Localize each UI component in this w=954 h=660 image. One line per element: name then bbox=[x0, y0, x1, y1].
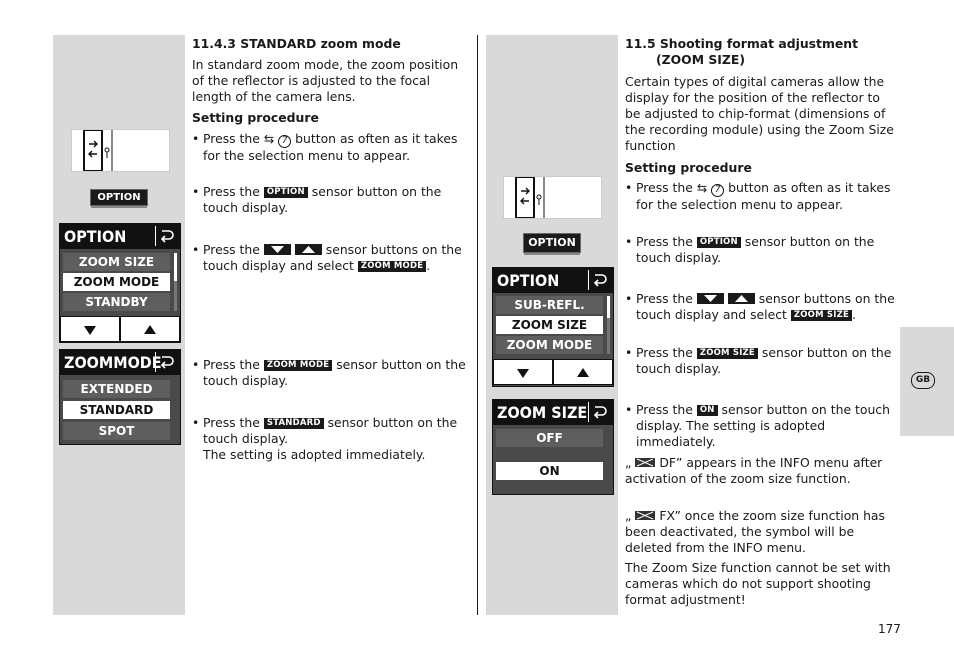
up-arrow-icon bbox=[577, 367, 589, 379]
setting-procedure-label: Setting procedure bbox=[192, 110, 319, 125]
step-1: • Press the ⇆ 7 button as often as it takes for the selection menu to appear. bbox=[636, 180, 898, 213]
step-3: • Press the sensor buttons on the touch display and select ZOOM SIZE . bbox=[636, 291, 898, 323]
zoom-frame-icon bbox=[635, 458, 655, 467]
section-heading: 11.5 Shooting format adjustment bbox=[625, 36, 859, 51]
up-arrow-button[interactable] bbox=[120, 316, 180, 342]
flash-unit-illustration bbox=[71, 129, 170, 172]
on-button-label: ON bbox=[697, 405, 718, 416]
note-df: „ DF” appears in the INFO menu after activation of the zoom size function. bbox=[625, 455, 883, 486]
language-badge: GB bbox=[911, 372, 935, 389]
menu-item-zoom-mode[interactable]: ZOOM MODE bbox=[496, 336, 603, 354]
back-icon[interactable] bbox=[588, 270, 609, 290]
setting-procedure-label: Setting procedure bbox=[625, 160, 752, 175]
step-3: • Press the sensor buttons on the touch display and select ZOOM MODE . bbox=[203, 242, 473, 274]
zoom-size-button-label: ZOOM SIZE bbox=[791, 310, 852, 321]
zoom-size-button-label: ZOOM SIZE bbox=[697, 348, 758, 359]
option-sensor-button[interactable]: OPTION bbox=[523, 233, 581, 253]
option-sensor-button[interactable]: OPTION bbox=[90, 189, 148, 206]
option-button-label: OPTION bbox=[264, 187, 308, 198]
down-arrow-button[interactable] bbox=[60, 316, 120, 342]
zoom-mode-screen bbox=[59, 349, 181, 445]
screen-title: ZOOMMODE bbox=[60, 350, 180, 375]
flash-button-icon bbox=[504, 177, 601, 218]
menu-item-on[interactable]: ON bbox=[496, 462, 603, 480]
intro-paragraph: Certain types of digital cameras allow the display for the position of the reflector to be adjusted to chip-format (dimensions of the recording module) using the Zoom Size function bbox=[625, 74, 894, 153]
page-number: 177 bbox=[878, 622, 901, 636]
step-5: • Press the ON sensor button on the touch display. The setting is adopted immediately. bbox=[636, 402, 898, 450]
menu-item-standard[interactable]: STANDARD bbox=[63, 401, 170, 419]
down-arrow-icon bbox=[264, 244, 291, 255]
step-1: • Press the ⇆ 7 button as often as it takes for the selection menu to appear. bbox=[203, 131, 473, 164]
step-4: • Press the ZOOM MODE sensor button on the touch display. bbox=[203, 357, 473, 389]
note-unsupported: The Zoom Size function cannot be set with cameras which do not support shooting format adjustment! bbox=[625, 560, 891, 607]
column-divider bbox=[477, 35, 478, 615]
menu-item-spot[interactable]: SPOT bbox=[63, 422, 170, 440]
section-heading: 11.4.3 STANDARD zoom mode bbox=[192, 36, 401, 51]
down-arrow-icon bbox=[697, 293, 724, 304]
back-icon[interactable] bbox=[155, 226, 176, 246]
down-arrow-icon bbox=[517, 367, 529, 379]
swap-arrows-icon: ⇆ bbox=[263, 131, 275, 146]
step-2: • Press the OPTION sensor button on the touch display. bbox=[203, 184, 473, 216]
circled-number: 7 bbox=[278, 135, 291, 148]
intro-paragraph: In standard zoom mode, the zoom position of the reflector is adjusted to the focal length of the camera lens. bbox=[192, 57, 459, 104]
flash-button-icon bbox=[72, 130, 169, 171]
up-arrow-icon bbox=[295, 244, 322, 255]
menu-item-zoom-size[interactable]: ZOOM SIZE bbox=[63, 253, 170, 271]
screen-title: OPTION bbox=[493, 268, 613, 293]
up-arrow-icon bbox=[144, 324, 156, 336]
flash-unit-illustration bbox=[503, 176, 602, 219]
menu-item-extended[interactable]: EXTENDED bbox=[63, 380, 170, 398]
zoom-frame-icon bbox=[635, 511, 655, 520]
down-arrow-icon bbox=[84, 324, 96, 336]
standard-button-label: STANDARD bbox=[264, 418, 324, 429]
zoom-mode-button-label: ZOOM MODE bbox=[264, 360, 332, 371]
menu-item-zoom-size[interactable]: ZOOM SIZE bbox=[496, 316, 603, 334]
menu-item-off[interactable]: OFF bbox=[496, 429, 603, 447]
back-icon[interactable] bbox=[588, 402, 609, 422]
scrollbar[interactable] bbox=[174, 253, 177, 311]
zoom-size-screen bbox=[492, 399, 614, 495]
menu-item-zoom-mode[interactable]: ZOOM MODE bbox=[63, 273, 170, 291]
option-button-label: OPTION bbox=[697, 237, 741, 248]
down-arrow-button[interactable] bbox=[493, 359, 553, 385]
back-icon[interactable] bbox=[155, 352, 176, 372]
menu-item-standby[interactable]: STANDBY bbox=[63, 293, 170, 311]
step-5: • Press the STANDARD sensor button on the touch display. The setting is adopted immediately. bbox=[203, 415, 473, 463]
circled-number: 7 bbox=[711, 184, 724, 197]
option-menu-screen bbox=[492, 267, 614, 387]
option-menu-screen bbox=[59, 223, 181, 343]
step-4: • Press the ZOOM SIZE sensor button on the touch display. bbox=[636, 345, 898, 377]
section-heading-sub: (ZOOM SIZE) bbox=[656, 52, 746, 67]
screen-title: OPTION bbox=[60, 224, 180, 249]
step-2: • Press the OPTION sensor button on the touch display. bbox=[636, 234, 898, 266]
scrollbar[interactable] bbox=[607, 296, 610, 354]
menu-item-sub-refl[interactable]: SUB-REFL. bbox=[496, 296, 603, 314]
zoom-mode-button-label: ZOOM MODE bbox=[358, 261, 426, 272]
screen-title: ZOOM SIZE bbox=[493, 400, 613, 425]
swap-arrows-icon: ⇆ bbox=[696, 180, 708, 195]
up-arrow-button[interactable] bbox=[553, 359, 613, 385]
note-fx: „ FX” once the zoom size function has been deactivated, the symbol will be deleted from the INFO menu. bbox=[625, 508, 885, 555]
up-arrow-icon bbox=[728, 293, 755, 304]
